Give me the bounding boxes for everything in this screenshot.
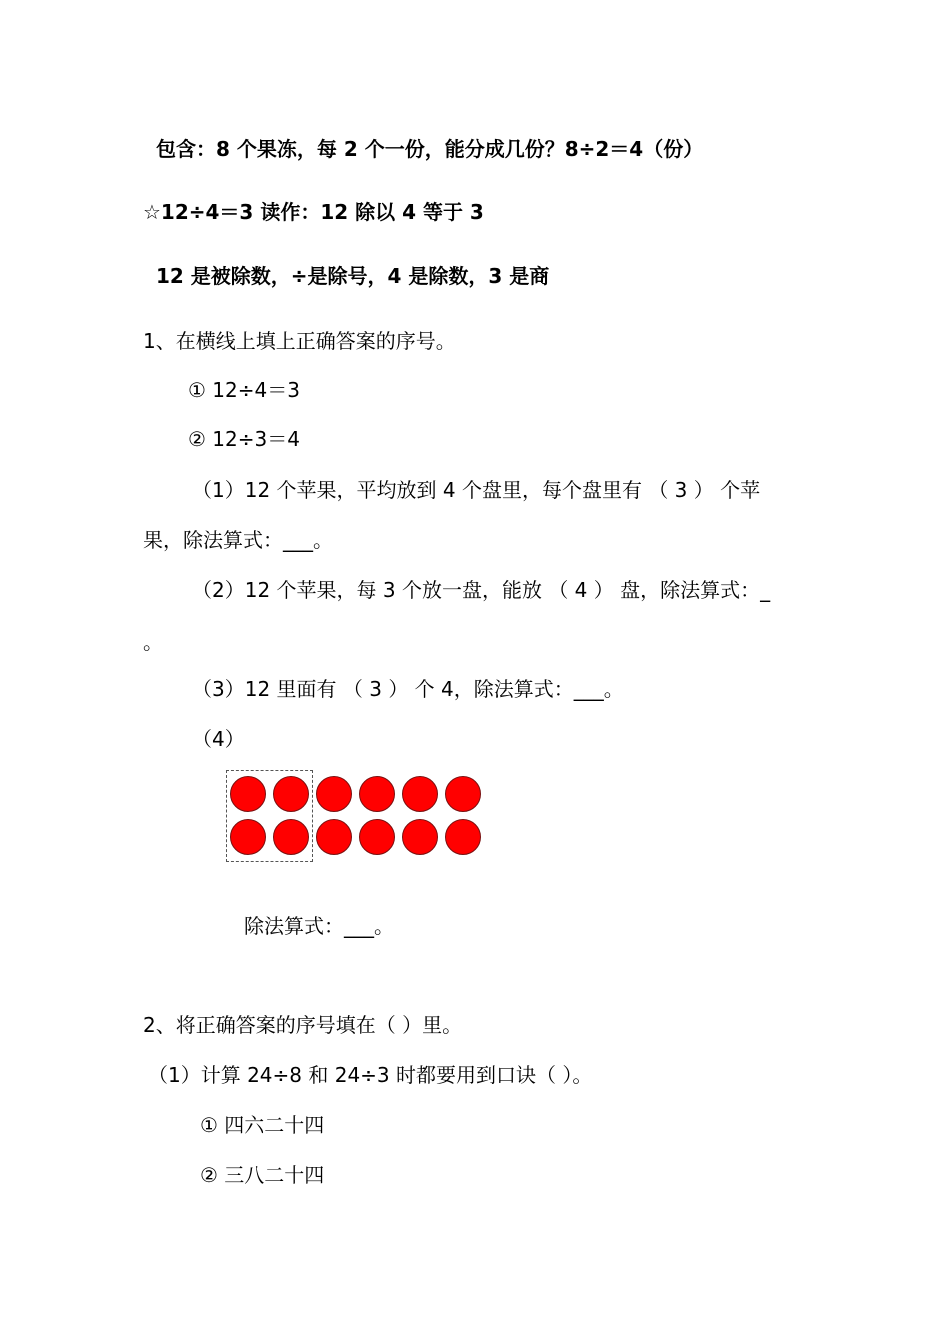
item-1-line1: （1）12 个苹果，平均放到 4 个盘里，每个盘里有 （ 3 ） 个苹 <box>192 478 761 502</box>
red-dot <box>230 819 266 855</box>
red-dot <box>445 776 481 812</box>
item-2-line2: 。 <box>143 630 163 654</box>
item-4-label: （4） <box>192 727 245 751</box>
option-1: ① 12÷4＝3 <box>188 378 300 402</box>
red-dot <box>316 776 352 812</box>
red-dot <box>402 819 438 855</box>
q2-option-2: ② 三八二十四 <box>200 1163 325 1187</box>
read-as-line: ☆12÷4＝3 读作：12 除以 4 等于 3 <box>143 200 484 224</box>
red-dot <box>359 819 395 855</box>
red-dot <box>230 776 266 812</box>
red-dot <box>445 819 481 855</box>
inclusion-example: 包含：8 个果冻，每 2 个一份，能分成几份？8÷2＝4（份） <box>156 137 704 161</box>
question-2-title: 2、将正确答案的序号填在（ ）里。 <box>143 1013 463 1037</box>
red-dot <box>359 776 395 812</box>
red-dots-figure <box>226 770 488 866</box>
option-2: ② 12÷3＝4 <box>188 427 300 451</box>
item-3-line: （3）12 里面有 （ 3 ） 个 4，除法算式：___。 <box>192 677 624 701</box>
item-2-line1: （2）12 个苹果，每 3 个放一盘，能放 （ 4 ） 盘，除法算式：_ <box>192 578 771 602</box>
item-4-formula: 除法算式：___。 <box>244 914 394 938</box>
division-terms-line: 12 是被除数，÷是除号，4 是除数，3 是商 <box>156 264 550 288</box>
question-1-title: 1、在横线上填上正确答案的序号。 <box>143 329 456 353</box>
question-2-sub1: （1）计算 24÷8 和 24÷3 时都要用到口诀（ ）。 <box>148 1063 593 1087</box>
red-dot <box>273 819 309 855</box>
item-1-line2: 果，除法算式：___。 <box>143 528 333 552</box>
q2-option-1: ① 四六二十四 <box>200 1113 325 1137</box>
red-dot <box>273 776 309 812</box>
red-dot <box>402 776 438 812</box>
red-dot <box>316 819 352 855</box>
